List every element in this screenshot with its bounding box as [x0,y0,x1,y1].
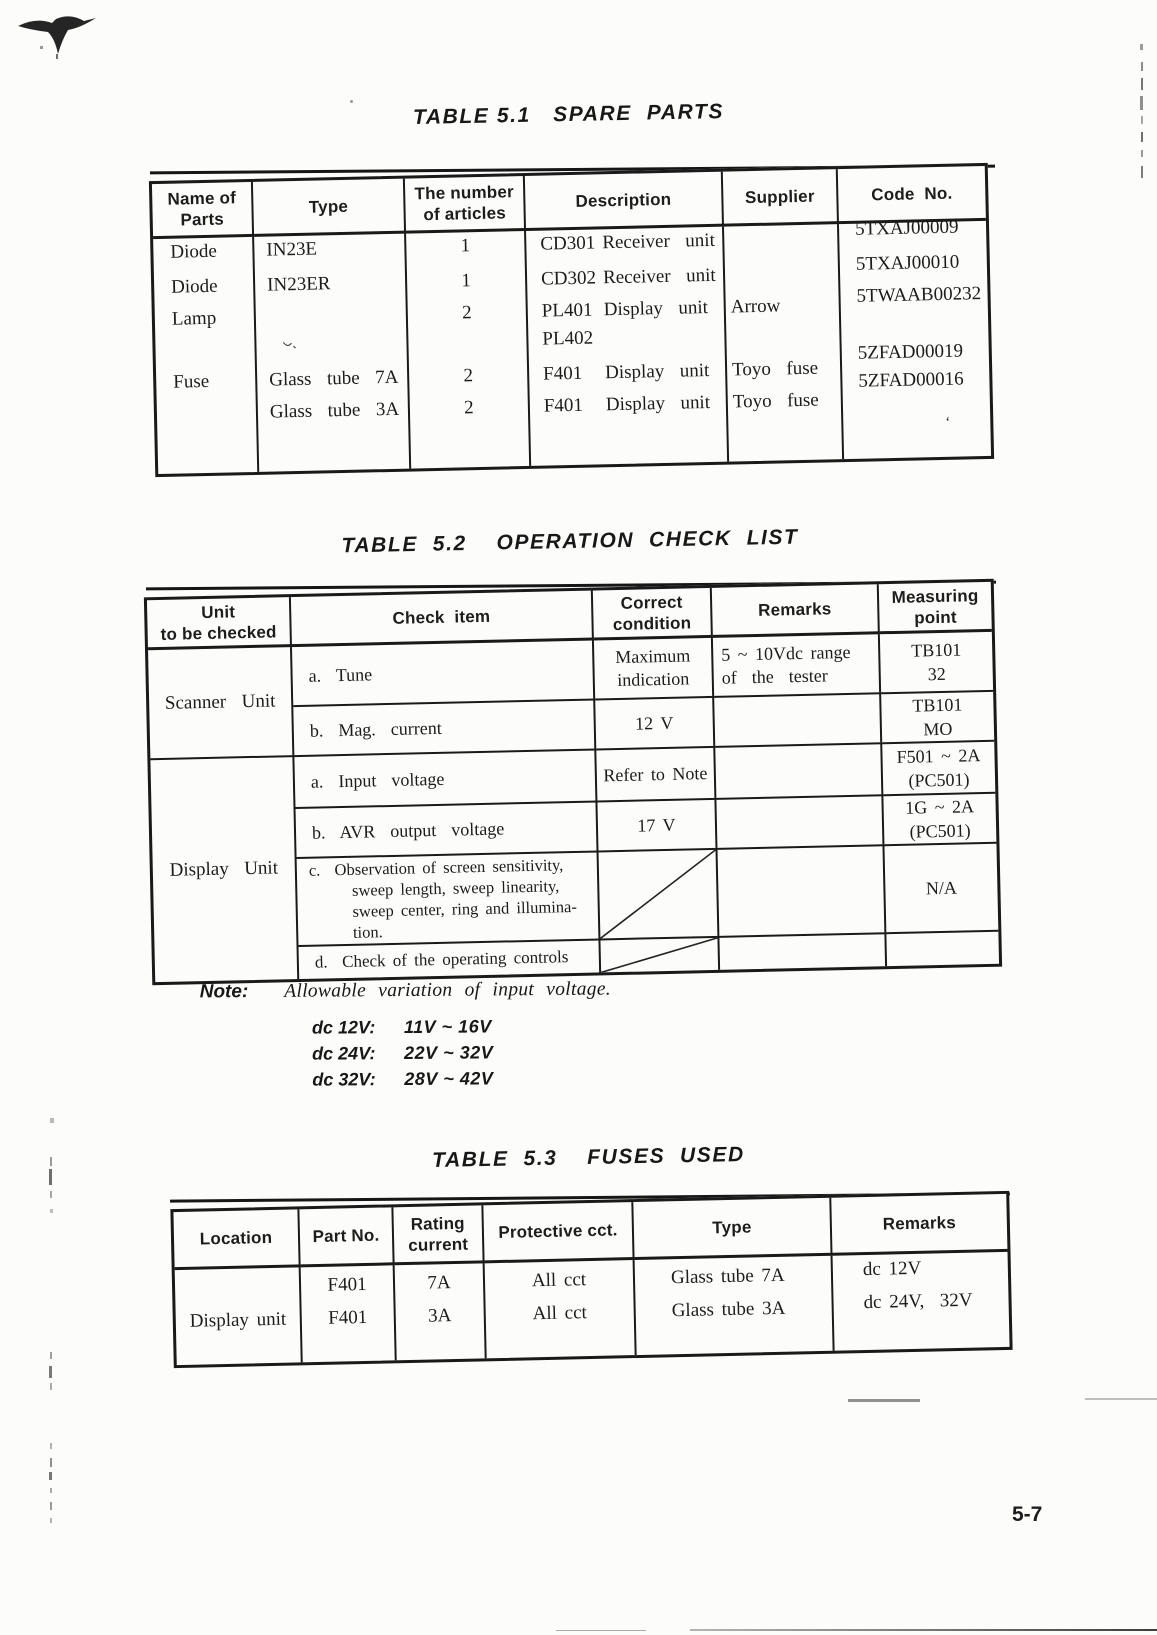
scan-artifact [690,1629,1157,1631]
cell-type: Glass tube 3A [269,398,400,423]
t1-header-name-of-parts: Name of Parts [152,182,254,239]
scan-artifact [49,1366,52,1378]
t1-header-supplier: Supplier [723,169,839,226]
scan-artifact [1141,78,1143,90]
scan-artifact [1141,132,1143,142]
part-unit: Display unit [605,392,711,416]
cell-rating: 3A [427,1305,452,1327]
t2-condition-diagonal [600,936,720,973]
cell-type: Glass tube 7A [269,366,399,391]
scan-artifact [50,1118,54,1123]
t2-header-unit: Unit to be checked [147,597,292,650]
scan-artifact [1085,1398,1157,1400]
part-number: F401 [542,362,583,385]
t2-measuring-point: TB101 MO [881,690,994,742]
cell-type: IN23ER [266,273,331,296]
cell-type: Glass tube 7A [670,1264,785,1289]
part-unit: Receiver unit [602,264,716,289]
cell-rating: 7A [427,1272,451,1294]
note-line [312,1065,611,1093]
cell-code: 5TWAAB00232 [856,283,982,307]
t2-item: b. Mag. current [293,698,596,755]
scan-artifact [50,1383,52,1390]
scan-artifact [848,1399,920,1402]
t2-condition-diagonal [598,848,719,939]
scan-artifact [49,1472,52,1480]
t2-condition: Maximum indication [594,638,714,699]
table1-title: TABLE 5.1 SPARE PARTS [412,100,725,129]
t3-col-type [635,1256,835,1355]
diagonal-strike-icon [599,850,718,939]
t3-col-location [175,1267,303,1365]
cell-location [189,1275,300,1310]
cell-supplier: Toyo fuse [732,389,819,413]
scan-artifact [50,1488,52,1493]
t2-condition: Refer to Note [596,746,716,801]
t3-header-type: Type [633,1198,832,1260]
cell-remarks: dc 12V [862,1257,922,1281]
table2-title: TABLE 5.2 OPERATION CHECK LIST [341,525,799,558]
t2-measuring-point: F501 ~ 2A (PC501) [882,740,995,794]
note-heading: Allowable variation of input voltage. [284,978,612,1002]
cell-description [542,298,725,330]
t2-item: a. Tune [292,641,595,706]
t2-measuring-point: N/A [884,842,998,932]
t2-condition: 12 V [595,696,715,749]
note-block [200,979,612,1094]
t2-remarks [716,794,884,848]
cell-name: Lamp [171,307,217,330]
cell-supplier: Arrow [730,295,781,318]
t1-header-description: Description [525,172,724,231]
part-unit: Receiver unit [602,229,716,254]
t2-measuring-point [886,930,999,966]
cell-type [268,333,407,371]
t3-header-part-no: Part No. [299,1207,394,1267]
t1-header-number-of-articles: The number of articles [405,176,526,234]
cell-qty: 1 [461,270,472,292]
voltage-range-label: dc 24V: [312,1043,376,1064]
part-unit: Display unit [603,297,709,321]
cell-description [544,393,727,429]
t3-col-rating [395,1263,487,1360]
t2-header-remarks: Remarks [712,584,880,638]
page-number: 5-7 [1012,1503,1043,1526]
t1-col-type [254,234,411,472]
t2-item: c. Observation of screen sensitivity, sweep length, sweep linearity, sweep center, ring and illumina- tion. [297,850,601,945]
scan-artifact [50,1502,52,1510]
fuses-used-table [170,1191,1012,1368]
table3-title: TABLE 5.3 FUSES USED [431,1143,746,1172]
t2-group-display-unit: Display Unit [150,755,299,982]
voltage-range-value: 22V ~ 32V [404,1042,494,1064]
cell-code: 5TXAJ00009 [854,216,959,240]
part-unit: Display unit [604,360,710,384]
t1-col-supplier [724,224,844,461]
cell-name [172,336,255,373]
stray-comma-artifact: ‘ [945,414,951,431]
part-number: PL402 [542,327,594,350]
t2-group-scanner-unit: Scanner Unit [148,647,294,758]
cell-supplier [729,228,838,265]
t2-header-measuring-point: Measuring point [879,582,992,634]
cell-remarks: dc 24V, 32V [863,1289,973,1314]
scan-artifact [50,1157,52,1166]
scan-artifact [49,1169,52,1185]
part-number: PL401 [541,299,593,322]
spare-parts-table [149,163,994,477]
t3-header-location: Location [173,1209,300,1270]
t1-col-qty [406,231,531,469]
scan-artifact [1140,96,1143,110]
t2-remarks [715,742,883,798]
t1-header-type: Type [253,179,406,237]
t2-item: b. AVR output voltage [295,800,598,857]
cell-name: Diode [170,275,218,298]
ink-blot-artifact [16,10,100,62]
cell-name [174,403,257,437]
t3-header-remarks: Remarks [831,1194,1007,1256]
cell-description [540,231,723,270]
operation-check-list-table [144,579,1002,985]
t2-condition: 17 V [597,798,717,851]
cell-qty: 2 [463,397,474,419]
cell-name: Diode [170,240,218,263]
note-line [312,1039,611,1067]
scan-artifact [50,1518,52,1523]
t1-header-code-no: Code No. [838,166,986,224]
note-label: Note: [199,981,249,1003]
t2-remarks [714,692,882,746]
cell-code: 5ZFAD00019 [857,340,964,364]
t3-header-protective-cct: Protective cct. [483,1202,634,1263]
cell-qty: 2 [463,365,474,387]
scan-artifact [1141,62,1143,71]
t2-item: d. Check of the operating controls [298,938,601,979]
cell-supplier [731,323,840,360]
t3-col-protective [485,1260,637,1358]
scan-artifact [1141,116,1143,124]
scan-artifact [50,1443,52,1449]
scan-artifact [1141,166,1143,178]
t2-remarks [719,932,887,970]
voltage-range-value: 11V ~ 16V [403,1016,492,1038]
scan-artifact [50,1458,52,1467]
cell-supplier: Toyo fuse [731,357,819,381]
t3-col-part-no [301,1265,397,1362]
cell-code: 5TXAJ00010 [855,251,960,275]
t2-remarks: 5 ~ 10Vdc range of the tester [713,634,881,696]
scan-artifact [556,1630,646,1631]
t2-item: a. Input voltage [294,748,597,807]
cell-qty: 2 [461,302,472,324]
t2-measuring-point: 1G ~ 2A (PC501) [883,792,996,844]
ink-smudge [280,340,298,350]
voltage-range-value: 28V ~ 42V [404,1068,494,1090]
cell-type [268,305,407,336]
voltage-range-label: dc 12V: [311,1017,376,1038]
t2-remarks [717,844,886,936]
scan-artifact [50,1352,52,1359]
t3-header-rating-current: Rating current [393,1205,484,1265]
cell-part-no: F401 [328,1306,368,1329]
t1-col-name [153,237,259,474]
scan-artifact [50,1191,52,1198]
diagonal-strike-icon [600,938,718,973]
cell-supplier [730,263,839,297]
cell-type: Glass tube 3A [671,1297,786,1322]
scan-artifact [350,100,353,103]
cell-description [543,361,726,397]
cell-qty: 1 [460,235,471,257]
cell-description [542,326,725,365]
t2-header-correct-condition: Correct condition [593,588,713,641]
scan-artifact [50,1209,53,1213]
cell-location: Display unit [189,1308,287,1332]
note-line [312,1013,611,1041]
t3-col-remarks [833,1252,1010,1351]
cell-qty [408,330,527,368]
cell-protective: All cct [532,1302,588,1325]
t2-header-check-item: Check item [291,591,594,648]
part-number: CD301 [540,232,596,255]
t2-measuring-point: TB101 32 [910,639,962,685]
cell-type: IN23E [266,238,318,261]
cell-code: 5ZFAD00016 [858,368,964,392]
cell-name: Fuse [173,370,210,393]
t1-col-code [839,216,991,459]
scan-artifact [1140,44,1143,50]
t1-col-description [526,227,729,466]
cell-protective: All cct [531,1269,587,1292]
scan-artifact [1141,150,1143,157]
part-number: CD302 [540,267,597,290]
voltage-range-label: dc 32V: [312,1069,376,1090]
cell-description [541,266,724,302]
part-number: F401 [543,394,584,417]
cell-part-no: F401 [327,1273,367,1296]
